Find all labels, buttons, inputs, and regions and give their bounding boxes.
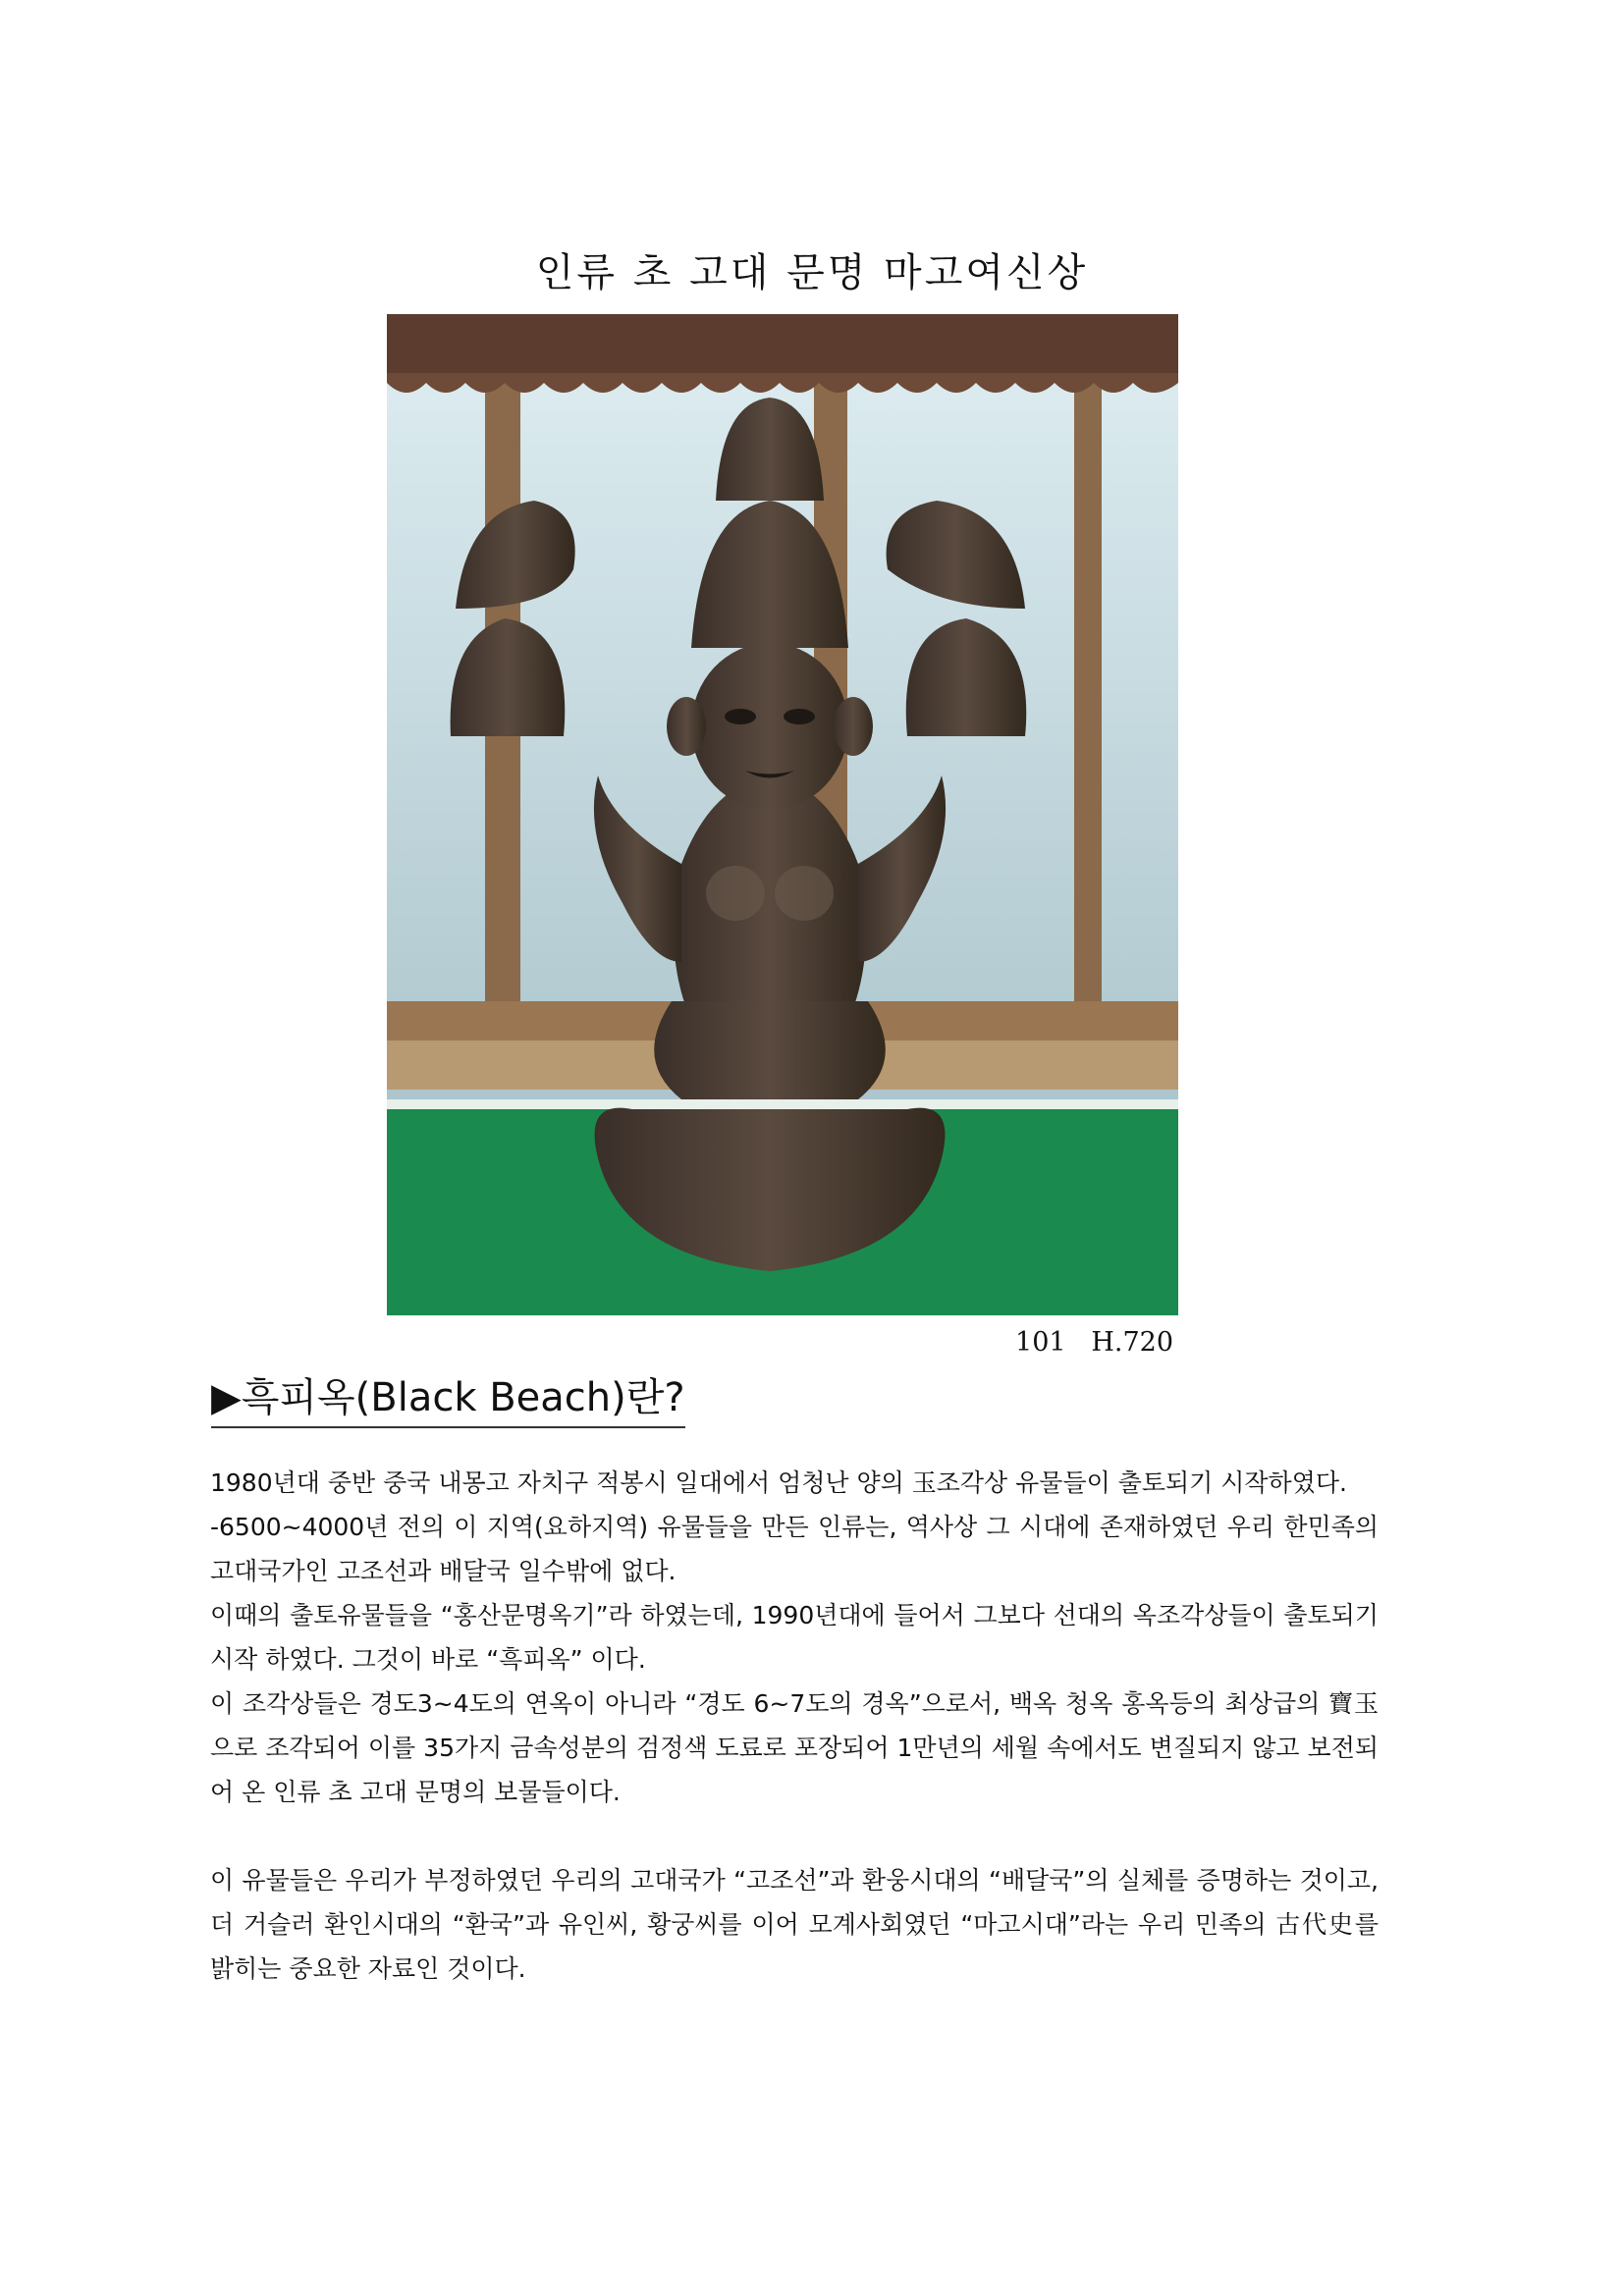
body-text [210, 1461, 1379, 1991]
paragraph-gap [210, 1814, 1379, 1858]
paragraph: 이 유물들은 우리가 부정하였던 우리의 고대국가 “고조선”과 환웅시대의 “배달국”의 실체를 증명하는 것이고, 더 거슬러 환인시대의 “환국”과 유인씨, 황궁씨를 이어 모계사회였던 “마고시대”라는 우리 민족의 古代史를 밝히는 중요한 자료인 것이다. [210, 1866, 1379, 1983]
page-title: 인류 초 고대 문명 마고여신상 [535, 250, 1089, 295]
statue-illustration [387, 314, 1178, 1315]
curtain [387, 314, 1178, 383]
paragraph: 1980년대 중반 중국 내몽고 자치구 적봉시 일대에서 엄청난 양의 玉조각상 유물들이 출토되기 시작하였다. [210, 1468, 1347, 1497]
photo-caption: 101 H.720 [1015, 1327, 1173, 1358]
statue-photo [387, 314, 1178, 1315]
paragraph: 이 조각상들은 경도3~4도의 연옥이 아니라 “경도 6~7도의 경옥”으로서, 백옥 청옥 홍옥등의 최상급의 寶玉으로 조각되어 이를 35가지 금속성분의 검정색 도료로 포장되어 1만년의 세월 속에서도 변질되지 않고 보전되어 온 인류 초 고대 문명의 보물들이다. [210, 1689, 1379, 1806]
paragraph: -6500~4000년 전의 이 지역(요하지역) 유물들을 만든 인류는, 역사상 그 시대에 존재하였던 우리 한민족의 고대국가인 고조선과 배달국 일수밖에 없다. [210, 1513, 1379, 1585]
paragraph: 이때의 출토유물들을 “홍산문명옥기”라 하였는데, 1990년대에 들어서 그보다 선대의 옥조각상들이 출토되기 시작 하였다. 그것이 바로 “흑피옥” 이다. [210, 1601, 1379, 1674]
section-heading: ▶흑피옥(Black Beach)란? [211, 1366, 685, 1428]
window-frame-right [1074, 373, 1102, 1080]
